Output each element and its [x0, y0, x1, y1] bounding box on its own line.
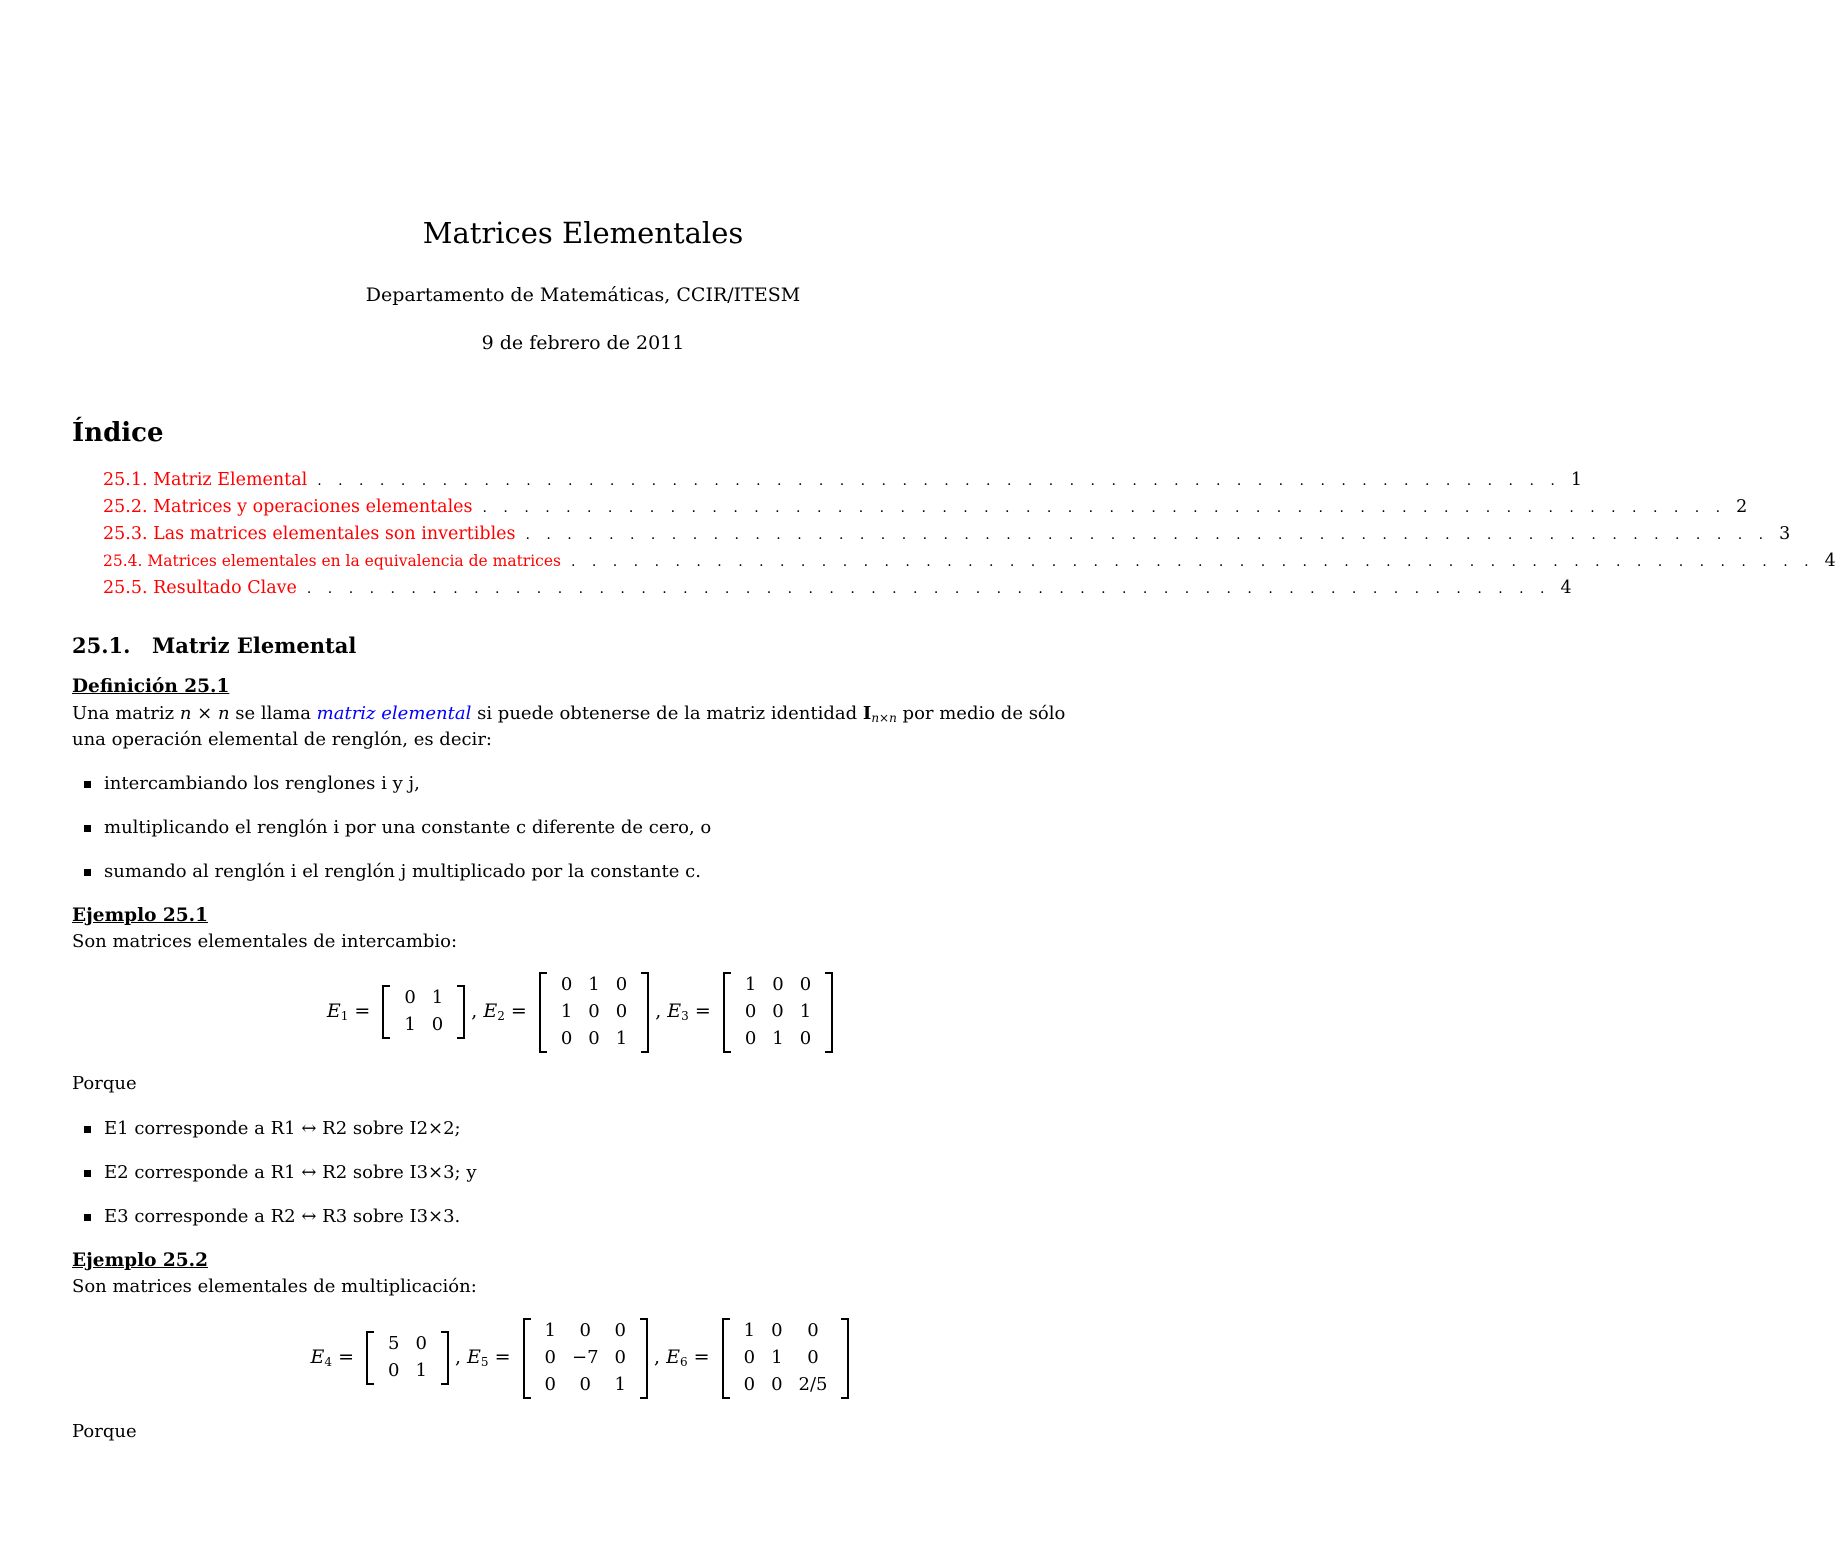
list-item: E1 corresponde a R1 ↔ R2 sobre I2×2; [104, 1117, 461, 1141]
list-item: E2 corresponde a R1 ↔ R2 sobre I3×3; y [104, 1161, 477, 1185]
matrix-cell: 0 [579, 1319, 591, 1341]
definition-text-cont: una operación elemental de renglón, es decir: [72, 729, 492, 750]
list-item: sumando al renglón i el renglón j multiplicado por la constante c. [104, 860, 701, 884]
toc-entry-page: 1 [1570, 470, 1582, 490]
toc-entry-label[interactable]: 25.1. Matriz Elemental [103, 470, 308, 490]
matrix-cell: 1 [588, 973, 600, 995]
matrix-cell: 0 [615, 973, 628, 995]
toc-leader: . . . . . . . . . . . . . . . . . . . . . . . . . . . . . . . . . . . . . . . . . . . . . . . . . . . . . . . . . . . . [317, 473, 1561, 489]
matrix-cell: 1 [772, 1027, 784, 1049]
document-author: Departamento de Matemáticas, CCIR/ITESM [365, 284, 801, 306]
matrix-cell: 0 [744, 1000, 757, 1022]
text-fragment: se llama [229, 703, 317, 724]
matrix-cell: 0 [743, 1346, 756, 1368]
matrix-cell: 1 [404, 1014, 416, 1036]
separator: , [454, 1346, 468, 1369]
matrix [539, 972, 649, 1053]
matrix-cell: 0 [744, 1027, 757, 1049]
text-fragment: si puede obtenerse de la matriz identidad [471, 703, 863, 724]
matrix-cell: 2/5 [798, 1373, 828, 1395]
toc-entry-page: 4 [1560, 578, 1572, 598]
matrix-cell: 0 [588, 1000, 600, 1022]
toc-entry-page: 4 [1824, 551, 1836, 571]
toc-entry-label[interactable]: 25.2. Matrices y operaciones elementales [103, 497, 473, 517]
matrix [723, 972, 833, 1053]
toc-leader: . . . . . . . . . . . . . . . . . . . . . . . . . . . . . . . . . . . . . . . . . . . . . . . . . . . . . . . . . . . . [525, 527, 1770, 543]
matrix-cell: 0 [588, 1027, 600, 1049]
porque-label: Porque [72, 1421, 137, 1442]
separator: , [654, 1346, 667, 1369]
text-fragment: Una matriz [72, 703, 180, 724]
matrix-cell: −7 [572, 1346, 599, 1368]
toc-entry[interactable] [103, 496, 1748, 523]
toc-entry-label[interactable]: 25.4. Matrices elementales en la equivalencia de matrices [103, 552, 561, 570]
matrix-name: $E_3$ = [667, 1000, 717, 1024]
matrix-cell: 1 [744, 973, 757, 995]
section-title: Matriz Elemental [152, 633, 357, 658]
math-fragment: n × n [179, 703, 230, 724]
example-heading: Ejemplo 25.2 [72, 1250, 208, 1271]
matrix-cell: 1 [771, 1346, 783, 1368]
toc-heading: Índice [72, 418, 164, 448]
porque-label: Porque [72, 1073, 137, 1094]
matrix [523, 1318, 648, 1399]
matrix-equation [72, 970, 1094, 1054]
matrix-cell: 0 [807, 1319, 819, 1341]
matrix-cell: 5 [388, 1333, 400, 1355]
matrix-cell: 0 [560, 973, 573, 995]
toc-leader: . . . . . . . . . . . . . . . . . . . . . . . . . . . . . . . . . . . . . . . . . . . . . . . . . . . . . . . . . . . . [306, 581, 1551, 597]
matrix-cell: 0 [771, 1373, 783, 1395]
document-title: Matrices Elementales [422, 216, 744, 250]
toc-entry[interactable] [103, 550, 1836, 577]
matrix-cell: 0 [431, 1014, 444, 1036]
term-link[interactable]: matriz elemental [316, 703, 472, 724]
toc-entry-label[interactable]: 25.5. Resultado Clave [103, 578, 297, 598]
separator: , [471, 1000, 484, 1023]
matrix-cell: 0 [615, 1000, 628, 1022]
matrix [722, 1318, 850, 1399]
list-item: intercambiando los renglones i y j, [104, 772, 420, 796]
matrix-cell: 0 [560, 1027, 573, 1049]
matrix-cell: 0 [807, 1346, 819, 1368]
math-identity: I [862, 703, 872, 724]
separator: , [655, 1000, 668, 1023]
matrix-equation [72, 1316, 1094, 1400]
matrix-cell: 0 [743, 1373, 756, 1395]
matrix-cell: 0 [415, 1333, 427, 1355]
matrix-cell: 0 [771, 1319, 783, 1341]
matrix-cell: 0 [388, 1360, 400, 1382]
math-subscript: n×n [871, 711, 897, 725]
matrix-cell: 0 [799, 1027, 812, 1049]
matrix-cell: 0 [614, 1346, 626, 1368]
matrix-cell: 0 [579, 1373, 591, 1395]
matrix-cell: 1 [544, 1319, 556, 1341]
table-of-contents [103, 469, 1836, 604]
toc-entry[interactable] [103, 577, 1572, 604]
matrix-name: $E_2$ = [483, 1000, 533, 1024]
matrix-cell: 1 [615, 1027, 628, 1049]
matrix-cell: 1 [743, 1319, 756, 1341]
section-heading [72, 632, 356, 660]
matrix-cell: 0 [544, 1346, 556, 1368]
definition-heading: Definición 25.1 [72, 676, 230, 697]
matrix-cell: 1 [799, 1000, 812, 1022]
list-item: multiplicando el renglón i por una constante c diferente de cero, o [104, 816, 711, 840]
example-intro: Son matrices elementales de intercambio: [72, 931, 458, 952]
matrix-cell: 0 [544, 1373, 556, 1395]
matrix-cell: 0 [799, 973, 812, 995]
matrix-cell: 1 [560, 1000, 573, 1022]
matrix-cell: 0 [772, 973, 784, 995]
toc-leader: . . . . . . . . . . . . . . . . . . . . . . . . . . . . . . . . . . . . . . . . . . . . . . . . . . . . . . . . . . . . [570, 554, 1815, 570]
matrix [366, 1331, 449, 1385]
list-item: E3 corresponde a R2 ↔ R3 sobre I3×3. [104, 1205, 460, 1229]
matrix-cell: 1 [415, 1360, 427, 1382]
matrix-cell: 1 [614, 1373, 626, 1395]
example-intro: Son matrices elementales de multiplicación: [72, 1276, 477, 1297]
matrix-cell: 0 [614, 1319, 626, 1341]
toc-entry[interactable] [103, 469, 1582, 496]
matrix-cell: 0 [772, 1000, 784, 1022]
matrix-cell: 0 [404, 987, 416, 1009]
matrix-name: $E_5$ = [467, 1346, 517, 1370]
matrix-name: $E_1$ = [326, 1000, 377, 1024]
definition-text [72, 702, 1094, 726]
matrix [382, 985, 465, 1039]
text-fragment: por medio de sólo [896, 703, 1066, 724]
toc-entry-label[interactable]: 25.3. Las matrices elementales son invertibles [103, 524, 516, 544]
matrix-name: $E_6$ = [666, 1346, 716, 1370]
matrix-name: $E_4$ = [310, 1346, 361, 1370]
toc-entry[interactable] [103, 523, 1791, 550]
toc-entry-page: 3 [1779, 524, 1791, 544]
matrix-cell: 1 [431, 987, 444, 1009]
toc-entry-page: 2 [1736, 497, 1748, 517]
toc-leader: . . . . . . . . . . . . . . . . . . . . . . . . . . . . . . . . . . . . . . . . . . . . . . . . . . . . . . . . . . . . [482, 500, 1727, 516]
example-heading: Ejemplo 25.1 [72, 905, 208, 926]
section-number: 25.1. [72, 633, 131, 658]
document-date: 9 de febrero de 2011 [481, 332, 685, 354]
